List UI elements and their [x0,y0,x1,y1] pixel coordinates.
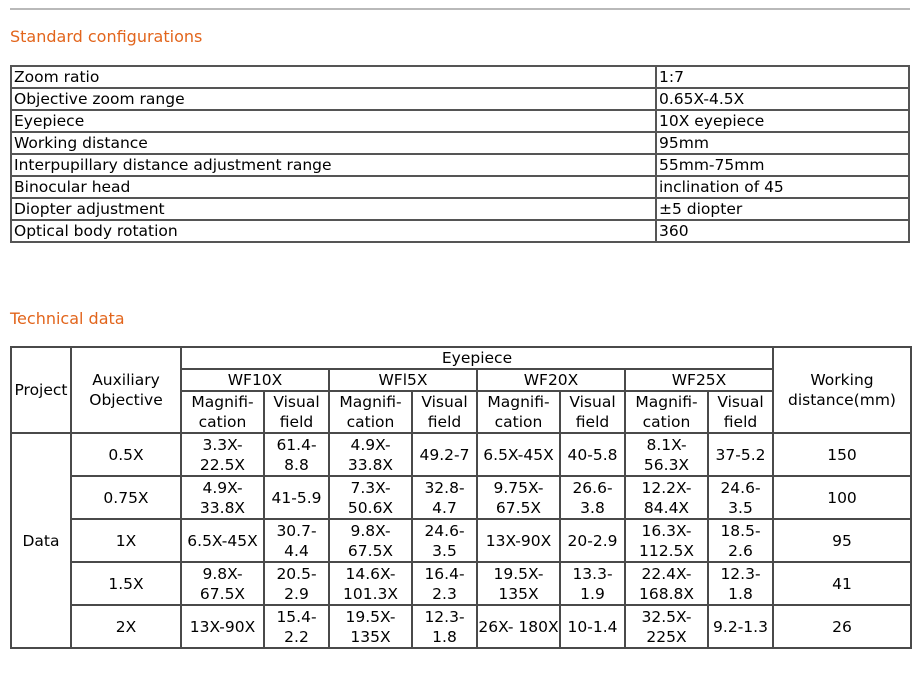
visual-field-cell: 24.6- 3.5 [708,476,773,519]
config-value: 55mm-75mm [656,154,909,176]
visual-field-cell: 37-5.2 [708,433,773,476]
magnification-cell: 26X- 180X [477,605,560,648]
magnification-cell: 4.9X- 33.8X [181,476,264,519]
standard-configurations-title: Standard configurations [10,27,203,46]
visual-field-cell: 40-5.8 [560,433,625,476]
config-value: inclination of 45 [656,176,909,198]
config-row [11,220,909,242]
project-header: Project [11,347,71,433]
config-row [11,198,909,220]
visual-field-cell: 20-2.9 [560,519,625,562]
visual-field-cell: 12.3- 1.8 [412,605,477,648]
magnification-cell: 7.3X- 50.6X [329,476,412,519]
magnification-cell: 19.5X- 135X [329,605,412,648]
auxiliary-cell: 0.75X [71,476,181,519]
visual-field-header: Visual field [264,391,329,433]
data-label-cell: Data [11,433,71,648]
magnification-header: Magnifi- cation [329,391,412,433]
working-distance-cell: 100 [773,476,911,519]
magnification-cell: 3.3X- 22.5X [181,433,264,476]
config-value: ±5 diopter [656,198,909,220]
technical-data-table [10,346,912,649]
magnification-cell: 4.9X- 33.8X [329,433,412,476]
eyepiece-group-header: WFl5X [329,369,477,391]
config-label: Binocular head [11,176,656,198]
table-row [11,519,911,562]
magnification-cell: 6.5X-45X [477,433,560,476]
magnification-cell: 16.3X- 112.5X [625,519,708,562]
config-value: 360 [656,220,909,242]
visual-field-cell: 13.3- 1.9 [560,562,625,605]
working-distance-cell: 26 [773,605,911,648]
magnification-cell: 9.8X- 67.5X [329,519,412,562]
auxiliary-cell: 1X [71,519,181,562]
top-divider [10,8,910,10]
visual-field-cell: 15.4- 2.2 [264,605,329,648]
visual-field-cell: 12.3- 1.8 [708,562,773,605]
technical-data-title: Technical data [10,309,125,328]
visual-field-cell: 18.5- 2.6 [708,519,773,562]
auxiliary-cell: 1.5X [71,562,181,605]
config-label: Optical body rotation [11,220,656,242]
eyepiece-group-header: WF20X [477,369,625,391]
visual-field-cell: 24.6- 3.5 [412,519,477,562]
magnification-cell: 6.5X-45X [181,519,264,562]
eyepiece-group-header: WF10X [181,369,329,391]
config-value: 95mm [656,132,909,154]
working-distance-cell: 41 [773,562,911,605]
magnification-cell: 13X-90X [477,519,560,562]
visual-field-cell: 32.8- 4.7 [412,476,477,519]
config-row [11,176,909,198]
config-label: Working distance [11,132,656,154]
magnification-cell: 19.5X- 135X [477,562,560,605]
auxiliary-cell: 2X [71,605,181,648]
config-label: Diopter adjustment [11,198,656,220]
visual-field-cell: 49.2-7 [412,433,477,476]
table-row [11,562,911,605]
visual-field-cell: 9.2-1.3 [708,605,773,648]
visual-field-header: Visual field [560,391,625,433]
working-distance-cell: 95 [773,519,911,562]
config-row [11,154,909,176]
table-row [11,476,911,519]
visual-field-cell: 26.6- 3.8 [560,476,625,519]
config-label: Objective zoom range [11,88,656,110]
working-distance-cell: 150 [773,433,911,476]
config-row [11,132,909,154]
visual-field-cell: 30.7- 4.4 [264,519,329,562]
visual-field-cell: 20.5- 2.9 [264,562,329,605]
visual-field-cell: 61.4- 8.8 [264,433,329,476]
table-row [11,433,911,476]
visual-field-header: Visual field [412,391,477,433]
visual-field-cell: 16.4- 2.3 [412,562,477,605]
visual-field-cell: 41-5.9 [264,476,329,519]
visual-field-header: Visual field [708,391,773,433]
magnification-cell: 8.1X- 56.3X [625,433,708,476]
config-label: Eyepiece [11,110,656,132]
magnification-cell: 13X-90X [181,605,264,648]
magnification-cell: 22.4X- 168.8X [625,562,708,605]
magnification-cell: 9.8X- 67.5X [181,562,264,605]
auxiliary-cell: 0.5X [71,433,181,476]
working-distance-header: Working distance(mm) [773,347,911,433]
config-row [11,66,909,88]
config-row [11,88,909,110]
visual-field-cell: 10-1.4 [560,605,625,648]
config-label: Zoom ratio [11,66,656,88]
standard-configurations-table [10,65,910,243]
config-value: 1:7 [656,66,909,88]
magnification-cell: 9.75X- 67.5X [477,476,560,519]
eyepiece-header: Eyepiece [181,347,773,369]
magnification-cell: 14.6X- 101.3X [329,562,412,605]
config-value: 0.65X-4.5X [656,88,909,110]
magnification-header: Magnifi- cation [181,391,264,433]
magnification-cell: 12.2X- 84.4X [625,476,708,519]
config-value: 10X eyepiece [656,110,909,132]
magnification-header: Magnifi- cation [625,391,708,433]
table-row [11,605,911,648]
auxiliary-objective-header: Auxiliary Objective [71,347,181,433]
config-row [11,110,909,132]
magnification-header: Magnifi- cation [477,391,560,433]
magnification-cell: 32.5X- 225X [625,605,708,648]
eyepiece-group-header: WF25X [625,369,773,391]
config-label: Interpupillary distance adjustment range [11,154,656,176]
